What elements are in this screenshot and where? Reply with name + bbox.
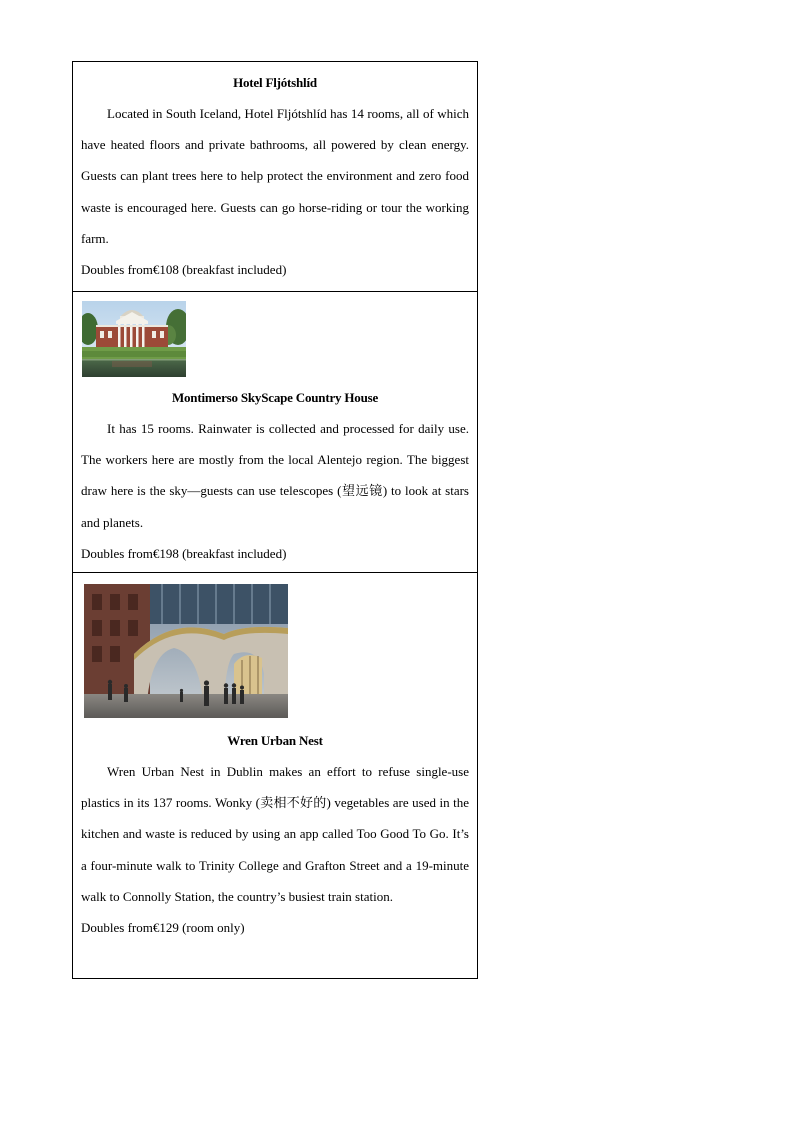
hotel-price: Doubles from€108 (breakfast included)	[81, 262, 287, 278]
hotel-cell	[73, 573, 478, 979]
hotel-price: Doubles from€129 (room only)	[81, 920, 245, 936]
table-row	[73, 573, 478, 979]
hotel-price: Doubles from€198 (breakfast included)	[81, 545, 287, 561]
hotel-description: It has 15 rooms. Rainwater is collected and processed for daily use. The workers here are mostly from the local Alentejo region. The biggest draw here is the sky—guests can use telescopes (望远镜) to look at stars and planets.	[81, 421, 469, 530]
hotel-description: Wren Urban Nest in Dublin makes an effort to refuse single-use plastics in its 137 rooms. Wonky (卖相不好的) vegetables are used in the kitchen and waste is reduced by using an app called Too Good To Go. It’s a four-minute walk to Trinity College and Grafton Street and a 19-minute walk to Connolly Station, the country’s busiest train station.	[81, 764, 469, 904]
table-row	[73, 62, 478, 292]
country-house-photo	[82, 301, 186, 377]
hotel-table	[72, 61, 478, 979]
hotel-cell	[73, 292, 478, 573]
table-row	[73, 292, 478, 573]
hotel-cell	[73, 62, 478, 292]
urban-building-photo	[84, 584, 288, 718]
hotel-name: Hotel Fljótshlíd	[233, 75, 317, 90]
hotel-description: Located in South Iceland, Hotel Fljótshlíd has 14 rooms, all of which have heated floors and private bathrooms, all powered by clean energy. Guests can plant trees here to help protect the environment and zero food waste is encouraged here. Guests can go horse-riding or tour the working farm.	[81, 106, 469, 246]
hotel-name: Wren Urban Nest	[227, 733, 323, 748]
hotel-name: Montimerso SkyScape Country House	[171, 390, 379, 405]
